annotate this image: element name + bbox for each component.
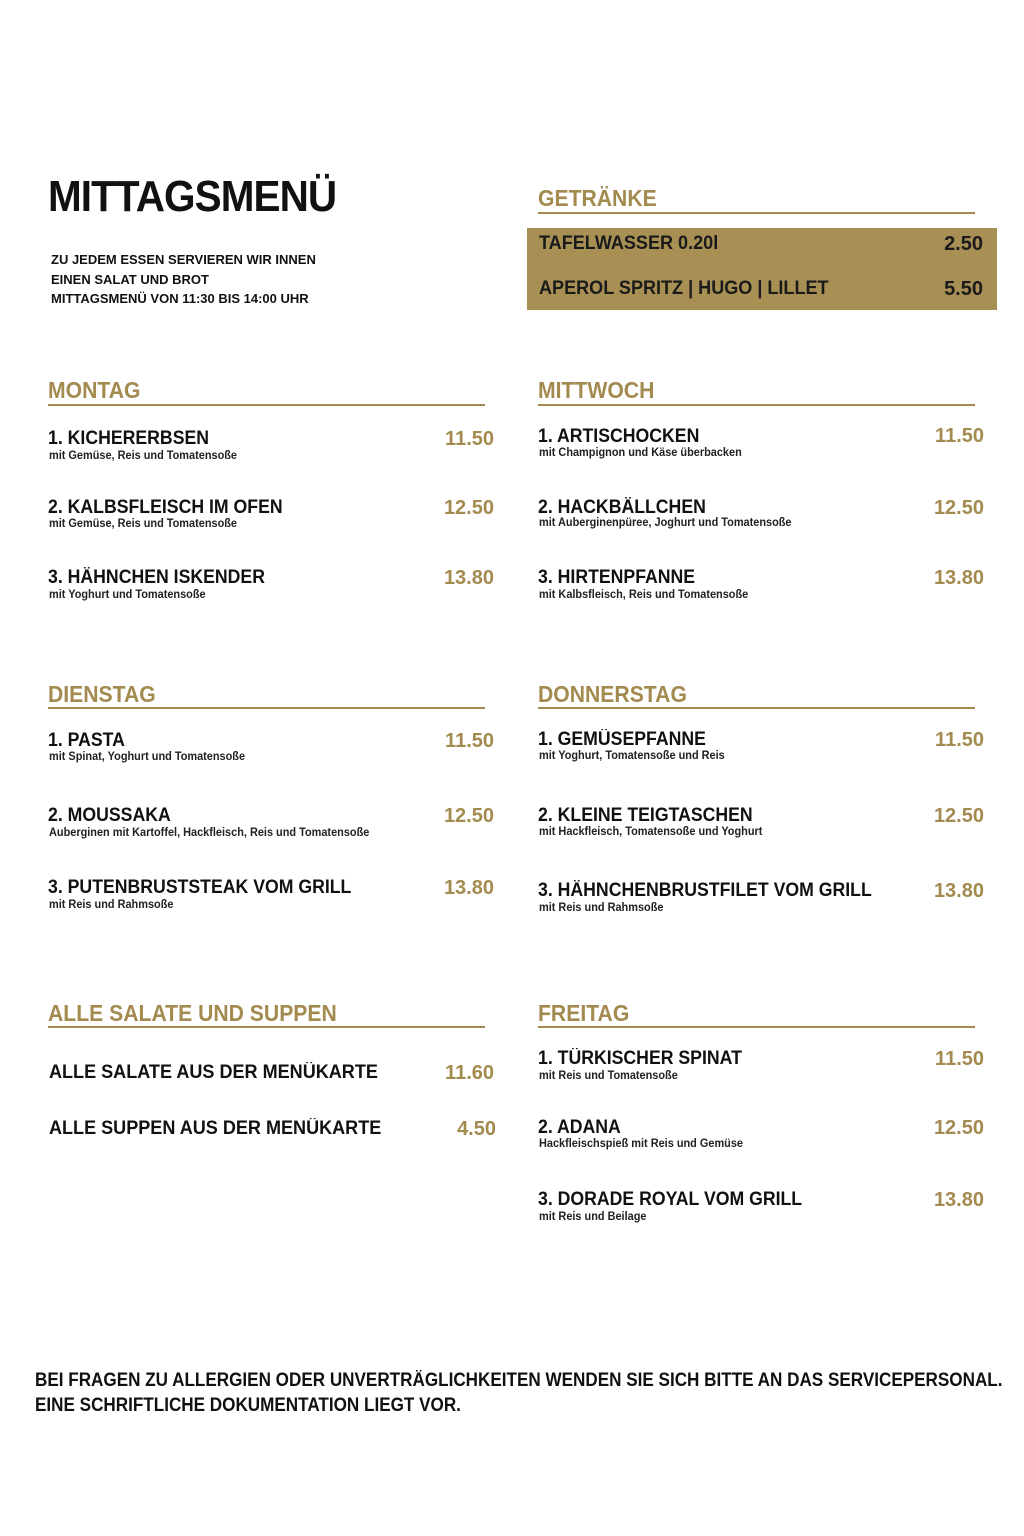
section-rule [538, 1026, 975, 1028]
dish-price: 13.80 [443, 567, 494, 589]
dish-price: 11.50 [445, 730, 494, 752]
section-rule [48, 707, 485, 709]
dish-description: mit Yoghurt und Tomatensoße [49, 589, 206, 601]
dish-description: Auberginen mit Kartoffel, Hackfleisch, Reis und Tomatensoße [49, 827, 370, 839]
dish-price: 12.50 [933, 805, 984, 827]
dish-name: 2. KALBSFLEISCH IM OFEN [48, 497, 283, 518]
dish-price: 11.50 [445, 428, 494, 450]
intro-line: MITTAGSMENÜ VON 11:30 BIS 14:00 UHR [51, 291, 309, 306]
dish-name: 1. ARTISCHOCKEN [538, 426, 700, 447]
section-rule [48, 404, 485, 406]
dish-description: mit Auberginenpüree, Joghurt und Tomatensoße [539, 517, 792, 529]
dish-name: 1. TÜRKISCHER SPINAT [538, 1048, 742, 1069]
section-title-montag: MONTAG [48, 377, 141, 403]
section-title-mittwoch: MITTWOCH [538, 377, 655, 403]
dish-description: mit Reis und Tomatensoße [539, 1070, 678, 1082]
allergy-notice [35, 1368, 1002, 1418]
dish-price: 12.50 [443, 497, 494, 519]
dish-price: 13.80 [933, 567, 984, 589]
allergy-notice-line: BEI FRAGEN ZU ALLERGIEN ODER UNVERTRÄGLICHKEITEN WENDEN SIE SICH BITTE AN DAS SERVICEPERSONAL. [35, 1370, 1003, 1391]
menu-item-price: 11.60 [445, 1062, 494, 1084]
intro-line: ZU JEDEM ESSEN SERVIEREN WIR INNEN [51, 252, 316, 267]
section-rule [538, 212, 975, 214]
dish-price: 12.50 [933, 1117, 984, 1139]
dish-description: mit Gemüse, Reis und Tomatensoße [49, 450, 237, 462]
intro-line: EINEN SALAT UND BROT [51, 271, 209, 287]
dish-description: mit Champignon und Käse überbacken [539, 447, 742, 459]
dish-description: Hackfleischspieß mit Reis und Gemüse [539, 1138, 744, 1150]
dish-description: mit Spinat, Yoghurt und Tomatensoße [49, 751, 246, 763]
section-title-getraenke: GETRÄNKE [538, 185, 657, 211]
section-rule [538, 707, 975, 709]
dish-name: 2. HACKBÄLLCHEN [538, 497, 706, 518]
dish-name: 1. PASTA [48, 730, 125, 751]
dish-price: 11.50 [935, 729, 984, 751]
intro-text [51, 250, 316, 309]
dish-name: 2. ADANA [538, 1117, 621, 1138]
dish-description: mit Gemüse, Reis und Tomatensoße [49, 518, 237, 530]
dish-name: 3. HÄHNCHEN ISKENDER [48, 567, 265, 588]
dish-name: 3. PUTENBRUSTSTEAK VOM GRILL [48, 877, 352, 898]
section-rule [48, 1026, 485, 1028]
dish-description: mit Reis und Rahmsoße [49, 899, 174, 911]
dish-price: 11.50 [935, 1048, 984, 1070]
drink-name: TAFELWASSER 0.20l [539, 233, 719, 254]
dish-description: mit Hackfleisch, Tomatensoße und Yoghurt [539, 826, 763, 838]
dish-description: mit Yoghurt, Tomatensoße und Reis [539, 750, 725, 762]
menu-item-price: 4.50 [457, 1118, 496, 1140]
section-title-salate: ALLE SALATE UND SUPPEN [48, 1000, 337, 1026]
dish-name: 3. DORADE ROYAL VOM GRILL [538, 1189, 803, 1210]
drink-name: APEROL SPRITZ | HUGO | LILLET [539, 278, 829, 299]
dish-name: 1. KICHERERBSEN [48, 428, 210, 449]
allergy-notice-line: EINE SCHRIFTLICHE DOKUMENTATION LIEGT VOR. [35, 1395, 461, 1416]
dish-name: 2. KLEINE TEIGTASCHEN [538, 805, 753, 826]
dish-description: mit Reis und Rahmsoße [539, 902, 664, 914]
section-title-dienstag: DIENSTAG [48, 681, 156, 707]
section-title-freitag: FREITAG [538, 1000, 630, 1026]
dish-price: 13.80 [933, 880, 984, 902]
dish-description: mit Reis und Beilage [539, 1211, 647, 1223]
drink-price: 5.50 [944, 278, 983, 300]
dish-name: 1. GEMÜSEPFANNE [538, 729, 706, 750]
dish-price: 13.80 [443, 877, 494, 899]
drink-price: 2.50 [944, 233, 983, 255]
menu-item-name: ALLE SALATE AUS DER MENÜKARTE [49, 1062, 378, 1083]
dish-name: 3. HIRTENPFANNE [538, 567, 696, 588]
section-rule [538, 404, 975, 406]
dish-price: 12.50 [443, 805, 494, 827]
dish-description: mit Kalbsfleisch, Reis und Tomatensoße [539, 589, 749, 601]
dish-price: 13.80 [933, 1189, 984, 1211]
dish-name: 3. HÄHNCHENBRUSTFILET VOM GRILL [538, 880, 872, 901]
dish-price: 12.50 [933, 497, 984, 519]
dish-name: 2. MOUSSAKA [48, 805, 171, 826]
dish-price: 11.50 [935, 425, 984, 447]
page-title: MITTAGSMENÜ [48, 172, 337, 221]
menu-item-name: ALLE SUPPEN AUS DER MENÜKARTE [49, 1118, 382, 1139]
section-title-donnerstag: DONNERSTAG [538, 681, 687, 707]
